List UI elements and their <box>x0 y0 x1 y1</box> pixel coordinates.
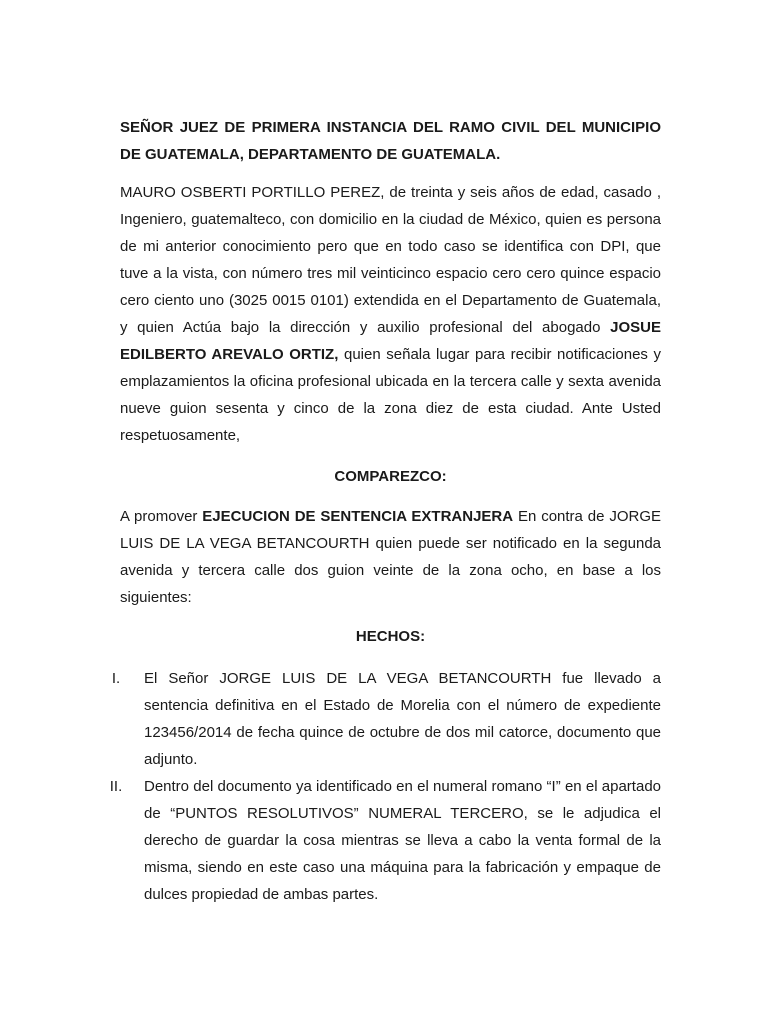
fact-text: El Señor JORGE LUIS DE LA VEGA BETANCOURTH fue llevado a sentencia definitiva en el Estado de Morelia con el número de expediente 123456/2014 de fecha quince de octubre de dos mil catorce, documento que adjunto. <box>144 670 661 768</box>
document-heading: SEÑOR JUEZ DE PRIMERA INSTANCIA DEL RAMO CIVIL DEL MUNICIPIO DE GUATEMALA, DEPARTAMENTO DE GUATEMALA. <box>120 119 661 163</box>
fact-text: Dentro del documento ya identificado en el numeral romano “I” en el apartado de “PUNTOS RESOLUTIVOS” NUMERAL TERCERO, se le adjudica el derecho de guardar la cosa mientras se lleva a cabo la venta formal de la misma, siendo en este caso una máquina para la fabricación y empaque de dulces propiedad de ambas partes. <box>144 778 661 903</box>
fact-numeral: II. <box>109 778 123 795</box>
comparezco-title: COMPAREZCO: <box>334 468 447 485</box>
intro-paragraph <box>120 179 661 449</box>
facts-list <box>100 665 661 908</box>
fact-item <box>100 665 661 773</box>
promover-paragraph <box>120 503 661 611</box>
promover-lead: A promover <box>120 508 203 525</box>
lawyer-name: JOSUE EDILBERTO AREVALO ORTIZ, <box>120 319 661 363</box>
promover-rest: En contra de JORGE LUIS DE LA VEGA BETANCOURTH quien puede ser notificado en la segunda avenida y tercera calle dos guion veinte de la zona ocho, en base a los siguientes: <box>120 508 661 606</box>
hechos-title: HECHOS: <box>355 628 426 645</box>
intro-text-part1: MAURO OSBERTI PORTILLO PEREZ, de treinta y seis años de edad, casado , Ingeniero, guatemalteco, con domicilio en la ciudad de México, quien es persona de mi anterior conocimiento pero que en todo caso se identifica con DPI, que tuve a la vista, con número tres mil veinticinco espacio cero cero quince espacio cero ciento uno (3025 0015 0101) extendida en el Departamento de Guatemala, y quien Actúa bajo la dirección y auxilio profesional del abogado <box>120 184 661 336</box>
fact-item <box>100 773 661 908</box>
fact-numeral: I. <box>111 670 121 687</box>
intro-text-part2: quien señala lugar para recibir notificaciones y emplazamientos la oficina profesional ubicada en la tercera calle y sexta avenida nueve guion sesenta y cinco de la zona diez de esta ciudad. Ante Usted respetuosamente, <box>120 346 662 444</box>
promover-action: EJECUCION DE SENTENCIA EXTRANJERA <box>202 508 514 525</box>
